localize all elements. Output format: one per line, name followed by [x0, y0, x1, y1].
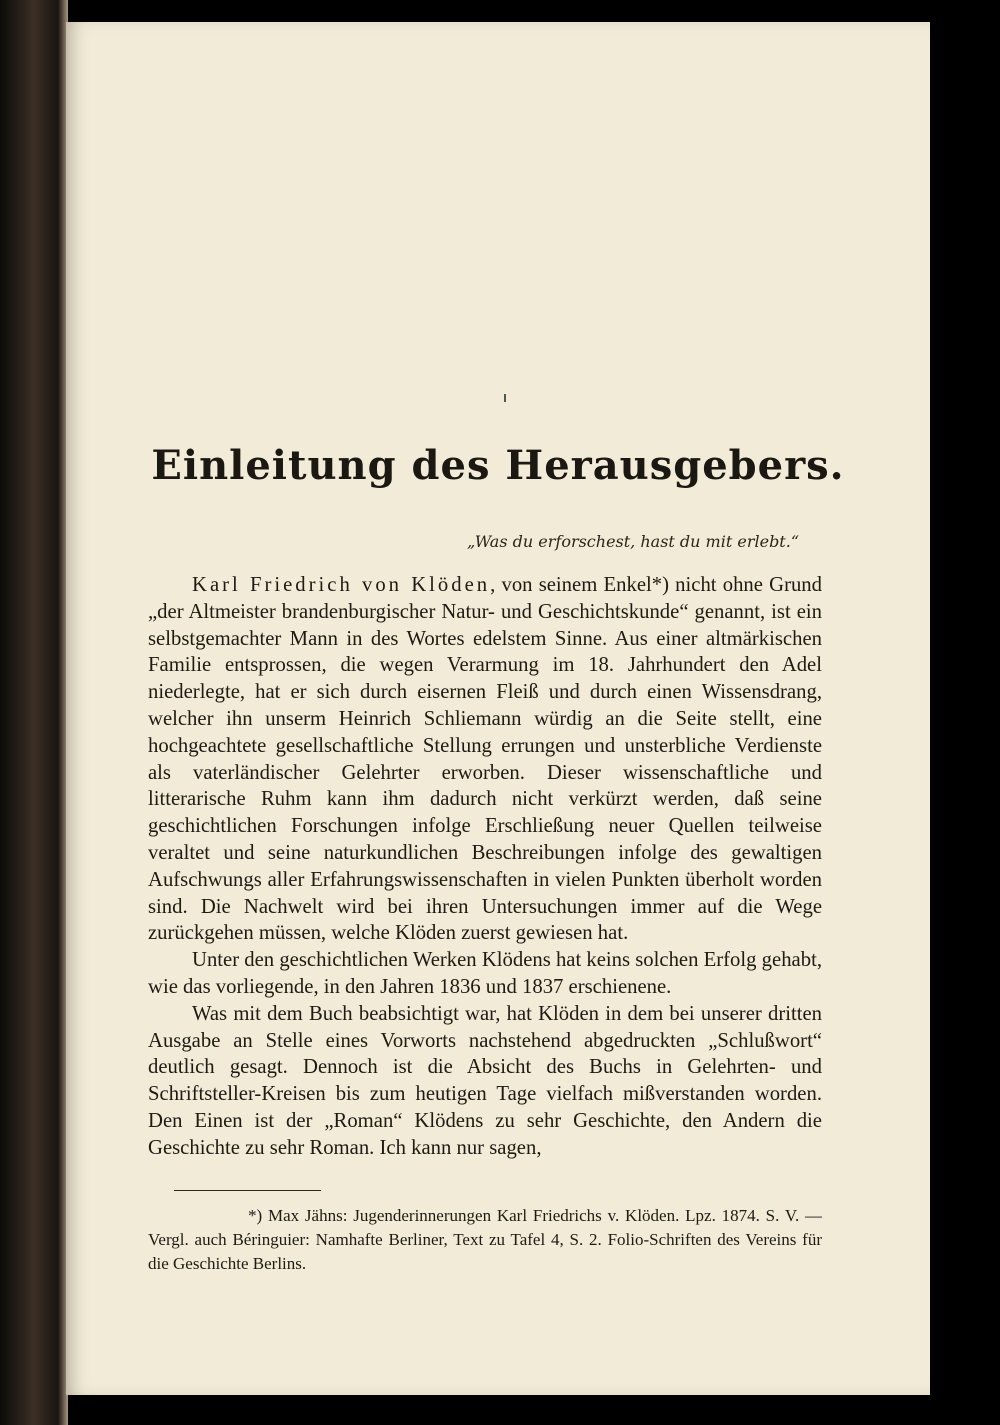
motto-quote: „Was du erforschest, hast du mit erlebt.“ — [467, 532, 799, 551]
person-name: Karl Friedrich von Klöden — [192, 574, 491, 596]
footnote: *) Max Jähns: Jugenderinnerungen Karl Friedrichs v. Klöden. Lpz. 1874. S. V. — Vergl. auch Béringuier: Namhafte Berliner, Text zu Tafel 4, S. 2. Folio-Schriften des Vereins für die Geschichte Berlins. — [148, 1206, 822, 1273]
paragraph-2: Unter den geschichtlichen Werken Klödens hat keins solchen Erfolg gehabt, wie das vorliegende, in den Jahren 1836 und 1837 erschienene. — [148, 949, 822, 998]
paragraph-1-text: , von seinem Enkel*) nicht ohne Grund „der Altmeister brandenburgischer Natur- und Geschichtskunde“ genannt, ist ein selbstgemachter Mann in des Wortes edelstem Sinne. Aus einer altmärkischen Familie entsprossen, die wegen Verarmung im 18. Jahrhundert den Adel niederlegte, hat er sich durch eisernen Fleiß und durch einen Wissensdrang, welcher ihn unserm Heinrich Schliemann würdig an die Seite stellt, eine hochgeachtete gesellschaftliche Stellung errungen und unsterbliche Verdienste als vaterländischer Gelehrter erworben. Dieser wissenschaftliche und litterarische Ruhm kann ihm dadurch nicht verkürzt werden, daß seine geschichtlichen Forschungen infolge Erschließung neuer Quellen teilweise veraltet und seine naturkundlichen Beschreibungen infolge des gewaltigen Aufschwungs aller Erfahrungswissenschaften in vielen Punkten überholt worden sind. Die Nachwelt wird bei ihren Untersuchungen immer auf die Wege zurückgehen müssen, welche Klöden zuerst gewiesen hat. — [148, 574, 822, 945]
chapter-title: Einleitung des Herausgebers. — [151, 442, 845, 489]
footnote-rule — [174, 1190, 321, 1191]
book-spine — [0, 0, 62, 1425]
book-page — [66, 22, 930, 1395]
paragraph-1 — [148, 572, 822, 947]
paragraph-3: Was mit dem Buch beabsichtigt war, hat Klöden in dem bei unserer dritten Ausgabe an Stelle eines Vorworts nachstehend abgedruckten „Schlußwort“ deutlich gesagt. Dennoch ist die Absicht des Buchs in Gelehrten- und Schriftsteller-Kreisen bis zum heutigen Tage vielfach mißverstanden worden. Den Einen ist der „Roman“ Klödens zu sehr Geschichte, den Andern die Geschichte zu sehr Roman. Ich kann nur sagen, — [148, 1002, 822, 1159]
body-text — [148, 572, 822, 1162]
print-mark — [504, 394, 506, 402]
